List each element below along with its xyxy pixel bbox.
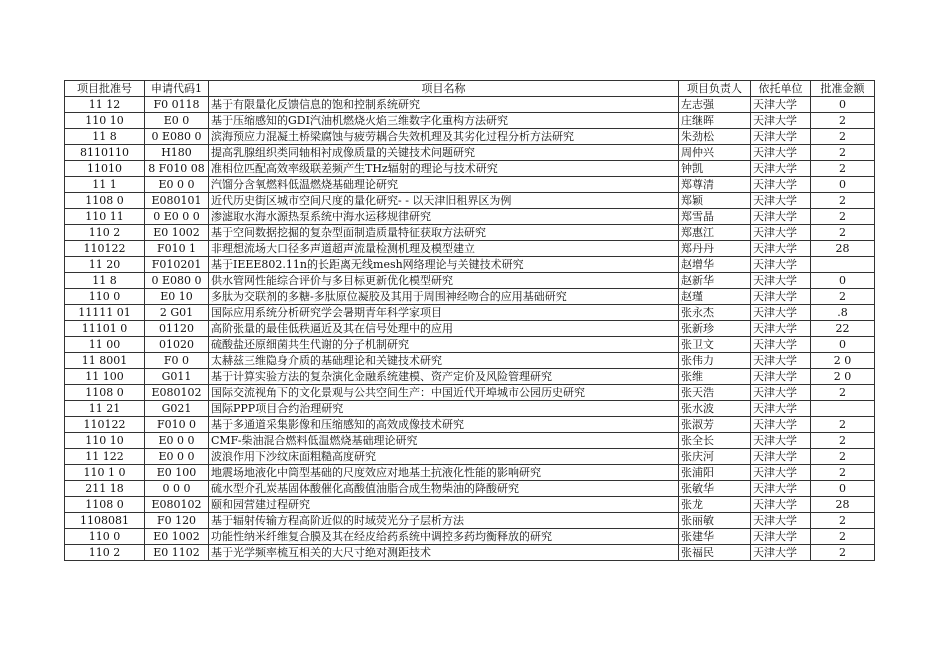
table-row: [65, 337, 875, 353]
cell-amount[interactable]: 2: [811, 129, 875, 145]
cell-application-code[interactable]: 0 0 0: [145, 481, 209, 497]
cell-application-code[interactable]: H180: [145, 145, 209, 161]
cell-principal[interactable]: 张福民: [679, 545, 751, 561]
cell-amount[interactable]: 2: [811, 449, 875, 465]
cell-institution[interactable]: 天津大学: [751, 177, 811, 193]
table-row: [65, 97, 875, 113]
cell-project-name[interactable]: 基于计算实验方法的复杂演化金融系统建模、资产定价及风险管理研究: [209, 369, 679, 385]
table-row: [65, 401, 875, 417]
cell-institution[interactable]: 天津大学: [751, 401, 811, 417]
table-row: [65, 321, 875, 337]
cell-application-code[interactable]: E080101: [145, 193, 209, 209]
cell-approval-no[interactable]: 211 18: [65, 481, 145, 497]
cell-amount[interactable]: 2: [811, 417, 875, 433]
cell-principal[interactable]: 张永杰: [679, 305, 751, 321]
cell-project-name[interactable]: 波浪作用下沙纹床面粗糙高度研究: [209, 449, 679, 465]
cell-institution[interactable]: 天津大学: [751, 417, 811, 433]
cell-institution[interactable]: 天津大学: [751, 321, 811, 337]
cell-approval-no[interactable]: 110 0: [65, 529, 145, 545]
cell-application-code[interactable]: 0 E080 0: [145, 273, 209, 289]
cell-institution[interactable]: 天津大学: [751, 241, 811, 257]
cell-project-name[interactable]: 颐和园营建过程研究: [209, 497, 679, 513]
cell-project-name[interactable]: 基于IEEE802.11n的长距离无线mesh网络理论与关键技术研究: [209, 257, 679, 273]
cell-approval-no[interactable]: 11 12: [65, 97, 145, 113]
cell-approval-no[interactable]: 110 2: [65, 545, 145, 561]
cell-principal[interactable]: 张全长: [679, 433, 751, 449]
table-row: [65, 225, 875, 241]
cell-application-code[interactable]: G011: [145, 369, 209, 385]
table-row: [65, 129, 875, 145]
cell-approval-no[interactable]: 11 100: [65, 369, 145, 385]
table-row: [65, 257, 875, 273]
table-row: [65, 273, 875, 289]
header-project-name[interactable]: 项目名称: [209, 81, 679, 97]
header-application-code[interactable]: 申请代码1: [145, 81, 209, 97]
cell-principal[interactable]: 郑尊清: [679, 177, 751, 193]
cell-project-name[interactable]: 硫水型介孔炭基固体酸催化高酸值油脂合成生物柴油的降酸研究: [209, 481, 679, 497]
cell-principal[interactable]: 庄继晖: [679, 113, 751, 129]
cell-institution[interactable]: 天津大学: [751, 209, 811, 225]
cell-principal[interactable]: 张伟力: [679, 353, 751, 369]
cell-approval-no[interactable]: 11 1: [65, 177, 145, 193]
cell-approval-no[interactable]: 11111 01: [65, 305, 145, 321]
cell-application-code[interactable]: F010 1: [145, 241, 209, 257]
cell-application-code[interactable]: F010201: [145, 257, 209, 273]
table-row: [65, 369, 875, 385]
table-row: [65, 385, 875, 401]
cell-approval-no[interactable]: 110 10: [65, 433, 145, 449]
cell-approval-no[interactable]: 11010: [65, 161, 145, 177]
cell-project-name[interactable]: 硫酸盐还原细菌共生代谢的分子机制研究: [209, 337, 679, 353]
cell-project-name[interactable]: 多肽为交联剂的多糖-多肽原位凝胶及其用于周围神经吻合的应用基础研究: [209, 289, 679, 305]
header-amount[interactable]: 批准金额: [811, 81, 875, 97]
cell-application-code[interactable]: E0 0 0: [145, 177, 209, 193]
cell-principal[interactable]: 张丽敏: [679, 513, 751, 529]
cell-amount[interactable]: 2: [811, 385, 875, 401]
table-row: [65, 193, 875, 209]
cell-application-code[interactable]: E080102: [145, 497, 209, 513]
cell-application-code[interactable]: F0 0: [145, 353, 209, 369]
cell-amount[interactable]: [811, 401, 875, 417]
table-row: [65, 289, 875, 305]
cell-application-code[interactable]: E0 1002: [145, 529, 209, 545]
cell-project-name[interactable]: 近代历史街区城市空间尺度的量化研究- - 以天津旧租界区为例: [209, 193, 679, 209]
cell-amount[interactable]: 2: [811, 433, 875, 449]
table-row: [65, 177, 875, 193]
cell-application-code[interactable]: 2 G01: [145, 305, 209, 321]
cell-institution[interactable]: 天津大学: [751, 433, 811, 449]
header-row: [65, 81, 875, 97]
cell-project-name[interactable]: 渗滤取水海水源热泵系统中海水运移规律研究: [209, 209, 679, 225]
cell-amount[interactable]: 0: [811, 273, 875, 289]
cell-amount[interactable]: 2: [811, 545, 875, 561]
table-row: [65, 145, 875, 161]
cell-approval-no[interactable]: 110 10: [65, 113, 145, 129]
cell-amount[interactable]: 0: [811, 481, 875, 497]
cell-principal[interactable]: 钟凯: [679, 161, 751, 177]
cell-principal[interactable]: 赵瑾: [679, 289, 751, 305]
cell-project-name[interactable]: 非理想流场大口径多声道超声流量检测机理及模型建立: [209, 241, 679, 257]
cell-project-name[interactable]: 基于空间数据挖掘的复杂型面制造质量特征获取方法研究: [209, 225, 679, 241]
cell-institution[interactable]: 天津大学: [751, 145, 811, 161]
cell-approval-no[interactable]: 11 8: [65, 273, 145, 289]
table-row: [65, 545, 875, 561]
table-row: [65, 481, 875, 497]
cell-application-code[interactable]: E0 0 0: [145, 449, 209, 465]
cell-amount[interactable]: 2: [811, 529, 875, 545]
cell-application-code[interactable]: 0 E080 0: [145, 129, 209, 145]
cell-application-code[interactable]: E0 10: [145, 289, 209, 305]
table-row: [65, 529, 875, 545]
cell-institution[interactable]: 天津大学: [751, 497, 811, 513]
cell-application-code[interactable]: 0 E0 0 0: [145, 209, 209, 225]
header-institution[interactable]: 依托单位: [751, 81, 811, 97]
cell-application-code[interactable]: 01120: [145, 321, 209, 337]
table-row: [65, 513, 875, 529]
cell-amount[interactable]: 28: [811, 241, 875, 257]
cell-principal[interactable]: 张敏华: [679, 481, 751, 497]
cell-application-code[interactable]: E0 0: [145, 113, 209, 129]
cell-principal[interactable]: 张浦阳: [679, 465, 751, 481]
cell-application-code[interactable]: E080102: [145, 385, 209, 401]
cell-amount[interactable]: 0: [811, 97, 875, 113]
cell-institution[interactable]: 天津大学: [751, 129, 811, 145]
cell-institution[interactable]: 天津大学: [751, 193, 811, 209]
cell-approval-no[interactable]: 1108 0: [65, 193, 145, 209]
cell-application-code[interactable]: F0 0118: [145, 97, 209, 113]
cell-institution[interactable]: 天津大学: [751, 257, 811, 273]
spreadsheet: [64, 80, 875, 561]
cell-principal[interactable]: 郑惠江: [679, 225, 751, 241]
cell-principal[interactable]: 周仲兴: [679, 145, 751, 161]
header-approval-no[interactable]: 项目批准号: [65, 81, 145, 97]
cell-application-code[interactable]: G021: [145, 401, 209, 417]
cell-project-name[interactable]: 地震场地液化中筒型基础的尺度效应对地基土抗液化性能的影响研究: [209, 465, 679, 481]
cell-project-name[interactable]: 基于压缩感知的GDI汽油机燃烧火焰三维数字化重构方法研究: [209, 113, 679, 129]
cell-institution[interactable]: 天津大学: [751, 289, 811, 305]
cell-application-code[interactable]: 8 F010 08: [145, 161, 209, 177]
cell-principal[interactable]: 左志强: [679, 97, 751, 113]
cell-amount[interactable]: 2: [811, 513, 875, 529]
cell-application-code[interactable]: E0 0 0: [145, 433, 209, 449]
cell-institution[interactable]: 天津大学: [751, 465, 811, 481]
cell-project-name[interactable]: 基于辐射传输方程高阶近似的时域荧光分子层析方法: [209, 513, 679, 529]
cell-principal[interactable]: 郑颖: [679, 193, 751, 209]
cell-application-code[interactable]: 01020: [145, 337, 209, 353]
cell-amount[interactable]: 2: [811, 225, 875, 241]
table-row: [65, 241, 875, 257]
cell-amount[interactable]: 2: [811, 209, 875, 225]
table-row: [65, 417, 875, 433]
cell-project-name[interactable]: 准相位匹配高效率级联差频产生THz辐射的理论与技术研究: [209, 161, 679, 177]
cell-project-name[interactable]: 高阶张量的最佳低秩逼近及其在信号处理中的应用: [209, 321, 679, 337]
cell-approval-no[interactable]: 11 00: [65, 337, 145, 353]
cell-project-name[interactable]: 功能性纳米纤维复合膜及其在经皮给药系统中调控多药均衡释放的研究: [209, 529, 679, 545]
cell-approval-no[interactable]: 11 8001: [65, 353, 145, 369]
cell-institution[interactable]: 天津大学: [751, 529, 811, 545]
cell-approval-no[interactable]: 11 21: [65, 401, 145, 417]
cell-principal[interactable]: 张天浩: [679, 385, 751, 401]
cell-approval-no[interactable]: 11 122: [65, 449, 145, 465]
cell-approval-no[interactable]: 110122: [65, 417, 145, 433]
cell-principal[interactable]: 赵增华: [679, 257, 751, 273]
cell-institution[interactable]: 天津大学: [751, 545, 811, 561]
cell-institution[interactable]: 天津大学: [751, 225, 811, 241]
cell-principal[interactable]: 朱劲松: [679, 129, 751, 145]
cell-project-name[interactable]: 基于多通道采集影像和压缩感知的高效成像技术研究: [209, 417, 679, 433]
cell-amount[interactable]: 22: [811, 321, 875, 337]
cell-project-name[interactable]: 太赫兹三维隐身介质的基础理论和关键技术研究: [209, 353, 679, 369]
table-row: [65, 209, 875, 225]
cell-amount[interactable]: 2: [811, 161, 875, 177]
cell-institution[interactable]: 天津大学: [751, 369, 811, 385]
cell-principal[interactable]: 郑丹丹: [679, 241, 751, 257]
cell-project-name[interactable]: 国际交流视角下的文化景观与公共空间生产：中国近代开埠城市公园历史研究: [209, 385, 679, 401]
cell-principal[interactable]: 张水波: [679, 401, 751, 417]
cell-institution[interactable]: 天津大学: [751, 113, 811, 129]
cell-institution[interactable]: 天津大学: [751, 161, 811, 177]
cell-approval-no[interactable]: 11 20: [65, 257, 145, 273]
cell-principal[interactable]: 张淑芳: [679, 417, 751, 433]
cell-project-name[interactable]: 汽馏分含氧燃料低温燃烧基础理论研究: [209, 177, 679, 193]
cell-project-name[interactable]: 基于光学频率梳互相关的大尺寸绝对测距技术: [209, 545, 679, 561]
cell-principal[interactable]: 张建华: [679, 529, 751, 545]
table-row: [65, 161, 875, 177]
cell-project-name[interactable]: 基于有限量化反馈信息的饱和控制系统研究: [209, 97, 679, 113]
cell-institution[interactable]: 天津大学: [751, 449, 811, 465]
cell-project-name[interactable]: 滨海预应力混凝土桥梁腐蚀与疲劳耦合失效机理及其劣化过程分析方法研究: [209, 129, 679, 145]
cell-institution[interactable]: 天津大学: [751, 353, 811, 369]
cell-approval-no[interactable]: 1108081: [65, 513, 145, 529]
table-row: [65, 465, 875, 481]
cell-institution[interactable]: 天津大学: [751, 337, 811, 353]
cell-institution[interactable]: 天津大学: [751, 273, 811, 289]
cell-amount[interactable]: 2: [811, 113, 875, 129]
table-row: [65, 113, 875, 129]
cell-approval-no[interactable]: 110122: [65, 241, 145, 257]
cell-institution[interactable]: 天津大学: [751, 385, 811, 401]
cell-principal[interactable]: 张庆河: [679, 449, 751, 465]
cell-amount[interactable]: 28: [811, 497, 875, 513]
cell-institution[interactable]: 天津大学: [751, 481, 811, 497]
cell-approval-no[interactable]: 8110110: [65, 145, 145, 161]
cell-application-code[interactable]: E0 100: [145, 465, 209, 481]
cell-institution[interactable]: 天津大学: [751, 513, 811, 529]
cell-institution[interactable]: 天津大学: [751, 305, 811, 321]
cell-project-name[interactable]: 国际PPP项目合约治理研究: [209, 401, 679, 417]
header-principal[interactable]: 项目负责人: [679, 81, 751, 97]
cell-amount[interactable]: 2: [811, 289, 875, 305]
cell-amount[interactable]: 0: [811, 337, 875, 353]
cell-application-code[interactable]: F010 0: [145, 417, 209, 433]
cell-principal[interactable]: 赵新华: [679, 273, 751, 289]
cell-principal[interactable]: 张新珍: [679, 321, 751, 337]
cell-approval-no[interactable]: 11 8: [65, 129, 145, 145]
cell-amount[interactable]: 0: [811, 177, 875, 193]
cell-application-code[interactable]: F0 120: [145, 513, 209, 529]
cell-project-name[interactable]: 提高乳腺组织类同轴相衬成像质量的关键技术问题研究: [209, 145, 679, 161]
table-row: [65, 497, 875, 513]
cell-principal[interactable]: 郑雪晶: [679, 209, 751, 225]
table-row: [65, 305, 875, 321]
table-row: [65, 353, 875, 369]
cell-amount[interactable]: 2: [811, 193, 875, 209]
table-row: [65, 449, 875, 465]
cell-project-name[interactable]: 国际应用系统分析研究学会暑期青年科学家项目: [209, 305, 679, 321]
cell-application-code[interactable]: E0 1102: [145, 545, 209, 561]
cell-amount[interactable]: 2 0: [811, 353, 875, 369]
cell-amount[interactable]: 2: [811, 465, 875, 481]
cell-amount[interactable]: [811, 257, 875, 273]
cell-amount[interactable]: 2 0: [811, 369, 875, 385]
cell-principal[interactable]: 张卫文: [679, 337, 751, 353]
cell-institution[interactable]: 天津大学: [751, 97, 811, 113]
cell-approval-no[interactable]: 110 11: [65, 209, 145, 225]
cell-approval-no[interactable]: 11101 0: [65, 321, 145, 337]
cell-project-name[interactable]: 供水管网性能综合评价与多目标更新优化模型研究: [209, 273, 679, 289]
cell-amount[interactable]: 2: [811, 145, 875, 161]
cell-approval-no[interactable]: 110 1 0: [65, 465, 145, 481]
cell-approval-no[interactable]: 1108 0: [65, 497, 145, 513]
cell-approval-no[interactable]: 1108 0: [65, 385, 145, 401]
cell-application-code[interactable]: E0 1002: [145, 225, 209, 241]
cell-principal[interactable]: 张龙: [679, 497, 751, 513]
cell-approval-no[interactable]: 110 2: [65, 225, 145, 241]
cell-principal[interactable]: 张维: [679, 369, 751, 385]
cell-project-name[interactable]: CMF-柴油混合燃料低温燃烧基础理论研究: [209, 433, 679, 449]
project-table: [64, 80, 875, 561]
table-row: [65, 433, 875, 449]
cell-amount[interactable]: .8: [811, 305, 875, 321]
cell-approval-no[interactable]: 110 0: [65, 289, 145, 305]
